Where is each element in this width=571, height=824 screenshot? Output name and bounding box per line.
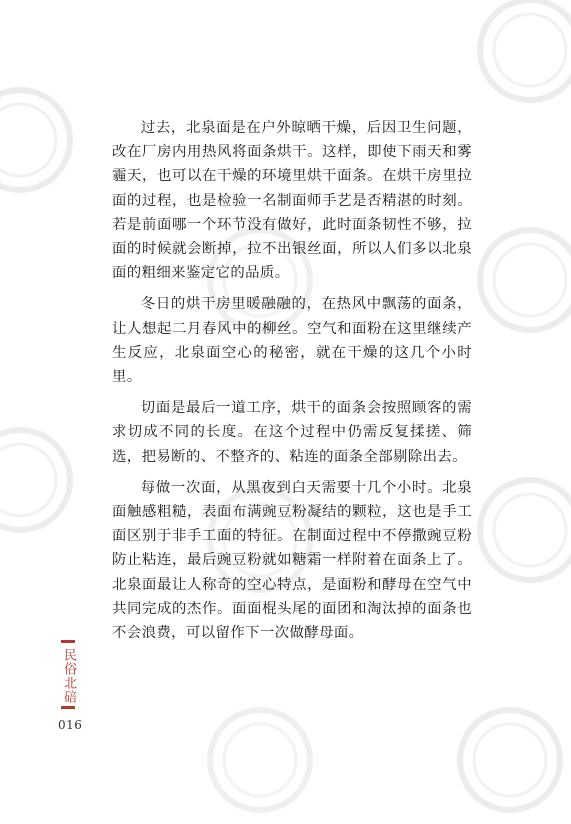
paragraph: 每做一次面，从黑夜到白天需要十几个小时。北泉面触感粗糙，表面布满豌豆粉凝结的颗粒，这也是手工面区别于非手工面的特征。在制面过程中不停撒豌豆粉防止粘连，最后豌豆粉就如糖霜一样附着在面条上了。北泉面最让人称奇的空心特点，是面粉和酵母在空气中共同完成的杰作。面面棍头尾的面团和淘汰掉的面条也不会浪费，可以留作下一次做酵母面。 xyxy=(112,479,472,642)
page-number: 016 xyxy=(58,718,83,732)
watermark-stamp xyxy=(0,80,80,200)
watermark-stamp xyxy=(470,0,571,110)
watermark-stamp xyxy=(450,700,570,820)
watermark-stamp xyxy=(470,470,571,590)
paragraph: 切面是最后一道工序，烘干的面条会按照顾客的需求切成不同的长度。在这个过程中仍需反复揉搓、筛选，把易断的、不整齐的、粘连的面条全部剔除出去。 xyxy=(112,400,472,465)
running-title xyxy=(57,640,79,716)
watermark-stamp xyxy=(0,420,80,540)
paragraph: 过去，北泉面是在户外晾晒干燥，后因卫生问题，改在厂房内用热风将面条烘干。这样，即使下雨天和雾霾天，也可以在干燥的环境里烘干面条。在烘干房里拉面的过程，也是检验一名制面师手艺是否精湛的时刻。若是前面哪一个环节没有做好，此时面条韧性不够，拉面的时候就会断掉，拉不出银丝面，所以人们多以北泉面的粗细来鉴定它的品质。 xyxy=(112,120,472,282)
paragraph: 冬日的烘干房里暖融融的，在热风中飘荡的面条，让人想起二月春风中的柳丝。空气和面粉在这里继续产生反应，北泉面空心的秘密，就在干燥的这几个小时里。 xyxy=(112,296,472,386)
title-rule-top xyxy=(61,640,75,643)
title-rule-bottom xyxy=(61,706,75,709)
body-text xyxy=(112,116,472,652)
watermark-stamp xyxy=(200,700,320,820)
watermark-stamp xyxy=(470,220,571,340)
running-title-text: 民俗北碚 xyxy=(61,648,76,704)
